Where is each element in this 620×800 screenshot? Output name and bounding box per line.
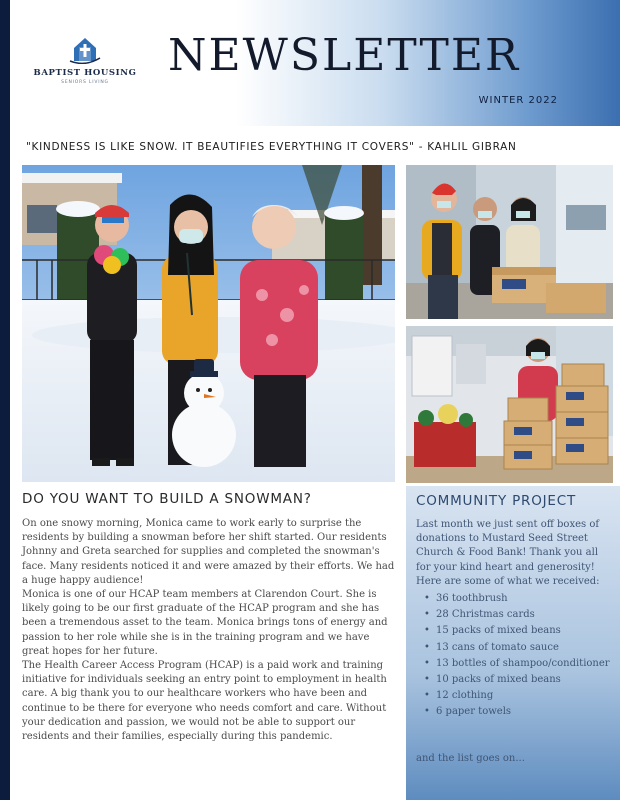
list-item: • 15 packs of mixed beans (424, 623, 612, 639)
list-item: • 13 bottles of shampoo/conditioner (424, 656, 612, 672)
article-heading: DO YOU WANT TO BUILD A SNOWMAN? (22, 491, 312, 507)
community-project-sidebar (406, 486, 620, 800)
donation-boxes-illustration (406, 326, 613, 483)
left-accent-stripe (0, 0, 10, 800)
staff-donations-photo (406, 165, 613, 319)
list-item: • 36 toothbrush (424, 591, 612, 607)
article-paragraph: On one snowy morning, Monica came to work early to surprise the residents by building a snowman before her shift started. Our residents Johnny and Greta searched for supplies and completed the snowman's face. Many residents noticed it and were amazed by their efforts. We had a huge happy audience! (22, 518, 395, 586)
logo-subtitle: SENIORS LIVING (61, 80, 109, 85)
newsletter-title: NEWSLETTER (168, 30, 521, 81)
snowman-photo (22, 165, 395, 482)
baptist-housing-logo (30, 34, 140, 85)
house-cross-logo-icon (68, 34, 102, 64)
donation-list (424, 591, 612, 721)
community-intro: Last month we just sent off boxes of donations to Mustard Seed Street Church & Food Bank! Thank you all for your kind heart and generosity! Here are some of what we received: (416, 519, 600, 587)
snowman-article (22, 491, 395, 744)
staff-donations-illustration (406, 165, 613, 319)
article-paragraph: Monica is one of our HCAP team members at Clarendon Court. She is likely going to be our first graduate of the HCAP program and she has been a tremendous asset to the team. Monica brings tons of energy and passion to her role while she is in the training program and we have great hopes for her future. (22, 589, 388, 657)
community-heading: COMMUNITY PROJECT (416, 493, 577, 509)
snowman-photo-illustration (22, 165, 395, 482)
list-item: • 6 paper towels (424, 704, 612, 720)
logo-name: BAPTIST HOUSING (33, 68, 137, 78)
donation-boxes-photo (406, 326, 613, 483)
article-paragraph: The Health Career Access Program (HCAP) is a paid work and training initiative for individuals seeking an entry point to employment in health care. A big thank you to our healthcare workers who have been and continue to be there for everyone who needs comfort and care. Without your dedication and passion, we would not be able to support our residents and their families, especially during this pandemic. (22, 660, 387, 743)
edition-label: WINTER 2022 (478, 95, 558, 106)
list-item: • 12 clothing (424, 688, 612, 704)
list-item: • 28 Christmas cards (424, 607, 612, 623)
list-footer: and the list goes on... (416, 753, 525, 764)
quote-line: "KINDNESS IS LIKE SNOW. IT BEAUTIFIES EVERYTHING IT COVERS" - KAHLIL GIBRAN (26, 141, 517, 153)
list-item: • 13 cans of tomato sauce (424, 640, 612, 656)
list-item: • 10 packs of mixed beans (424, 672, 612, 688)
